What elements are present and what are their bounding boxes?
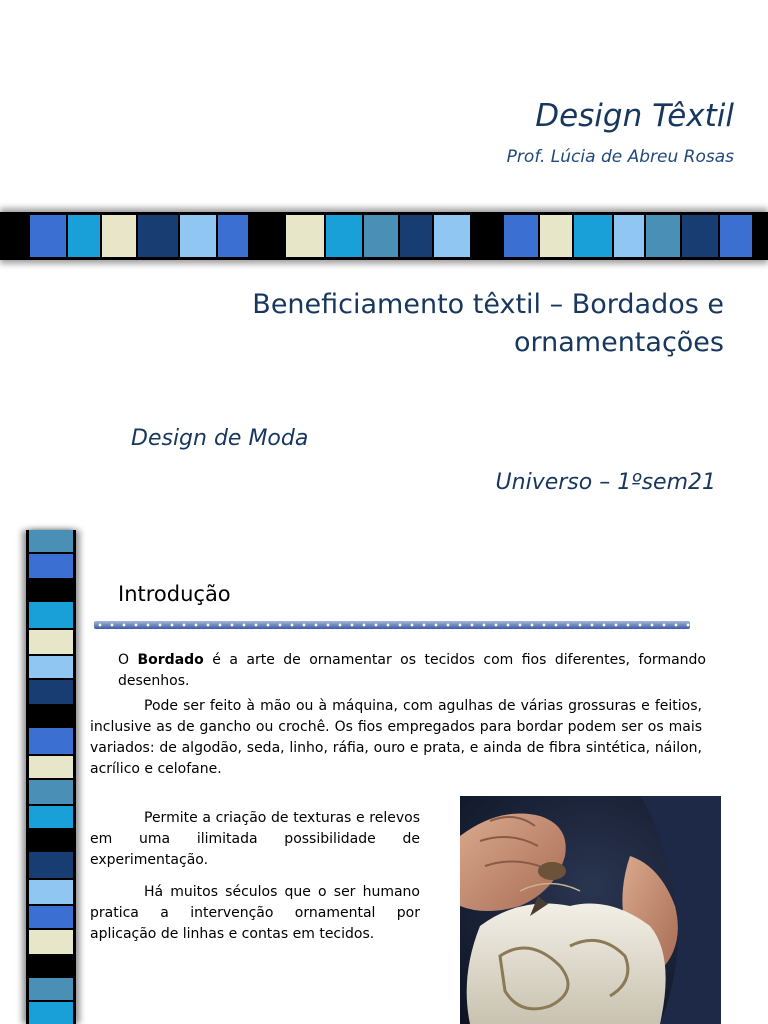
stripe-border-vertical bbox=[26, 530, 76, 1024]
stripe-segment bbox=[29, 1002, 73, 1024]
paragraph-textures: Permite a criação de texturas e relevos em uma ilimitada possibilidade de experimentação. bbox=[90, 810, 420, 868]
stripe-segment bbox=[364, 215, 400, 257]
paragraph-methods: Pode ser feito à mão ou à máquina, com agulhas de várias grossuras e feitios, inclusive as de gancho ou crochê. Os fios empregados para bordar podem ser os mais variados: de algodão, seda, linho, ráfia, ouro e prata, e ainda de fibra sintética, náilon, acrílico e celofane. bbox=[90, 698, 702, 777]
slide-subtitle: Prof. Lúcia de Abreu Rosas bbox=[506, 147, 734, 167]
p1-rest: é a arte de ornamentar os tecidos com fios diferentes, formando desenhos. bbox=[118, 652, 706, 689]
embroidery-photo bbox=[460, 796, 721, 1024]
slide-title: Design Têxtil bbox=[535, 98, 734, 134]
paragraph-definition bbox=[118, 650, 706, 692]
stripe-segment bbox=[29, 806, 73, 830]
stripe-segment bbox=[286, 215, 326, 257]
stripe-segment bbox=[29, 780, 73, 806]
stripe-segment bbox=[29, 630, 73, 656]
slide-heading bbox=[84, 286, 724, 362]
stripe-segment bbox=[504, 215, 540, 257]
heading-line-2: ornamentações bbox=[513, 327, 724, 358]
stripe-segment bbox=[326, 215, 364, 257]
stripe-segment bbox=[180, 215, 218, 257]
stripe-segment bbox=[29, 906, 73, 930]
stripe-segment bbox=[250, 215, 286, 257]
stripe-segment bbox=[218, 215, 250, 257]
stripe-segment bbox=[138, 215, 180, 257]
stripe-segment bbox=[540, 215, 574, 257]
stripe-segment bbox=[29, 706, 73, 728]
stripe-segment bbox=[434, 215, 472, 257]
stripe-segment bbox=[646, 215, 682, 257]
stripe-segment bbox=[29, 756, 73, 780]
course-label: Design de Moda bbox=[131, 426, 309, 451]
paragraph-history: Há muitos séculos que o ser humano pratica a intervenção ornamental por aplicação de linhas e contas em tecidos. bbox=[90, 884, 420, 942]
stripe-segment bbox=[29, 580, 73, 602]
stripe-segment bbox=[472, 215, 504, 257]
stripe-segment bbox=[29, 830, 73, 852]
slide-gap bbox=[0, 512, 768, 530]
stripe-segment bbox=[68, 215, 102, 257]
stripe-segment bbox=[400, 215, 434, 257]
stripe-segment bbox=[29, 880, 73, 906]
stripe-segment bbox=[754, 215, 768, 257]
stripe-segment bbox=[0, 215, 30, 257]
stripe-segment bbox=[29, 728, 73, 756]
intro-heading: Introdução bbox=[118, 582, 231, 606]
stripe-segment bbox=[29, 602, 73, 630]
stripe-segment bbox=[682, 215, 720, 257]
intro-slide bbox=[0, 530, 768, 1024]
stripe-segment bbox=[29, 554, 73, 580]
bordado-term: Bordado bbox=[137, 652, 204, 668]
stripe-segment bbox=[29, 656, 73, 680]
stripe-segment bbox=[102, 215, 138, 257]
stripe-segment bbox=[29, 956, 73, 978]
stripe-segment bbox=[29, 978, 73, 1002]
stripe-segment bbox=[30, 215, 68, 257]
stripe-segment bbox=[720, 215, 754, 257]
stripe-border bbox=[0, 212, 768, 260]
stripe-segment bbox=[29, 930, 73, 956]
p1-prefix: O bbox=[118, 652, 138, 668]
dotted-divider bbox=[94, 621, 690, 629]
stripe-segment bbox=[29, 530, 73, 554]
stripe-segment bbox=[614, 215, 646, 257]
stripe-segment bbox=[29, 852, 73, 880]
term-label: Universo – 1ºsem21 bbox=[495, 470, 716, 495]
stripe-segment bbox=[574, 215, 614, 257]
heading-line-1: Beneficiamento têxtil – Bordados e bbox=[252, 289, 724, 320]
stripe-segment bbox=[29, 680, 73, 706]
